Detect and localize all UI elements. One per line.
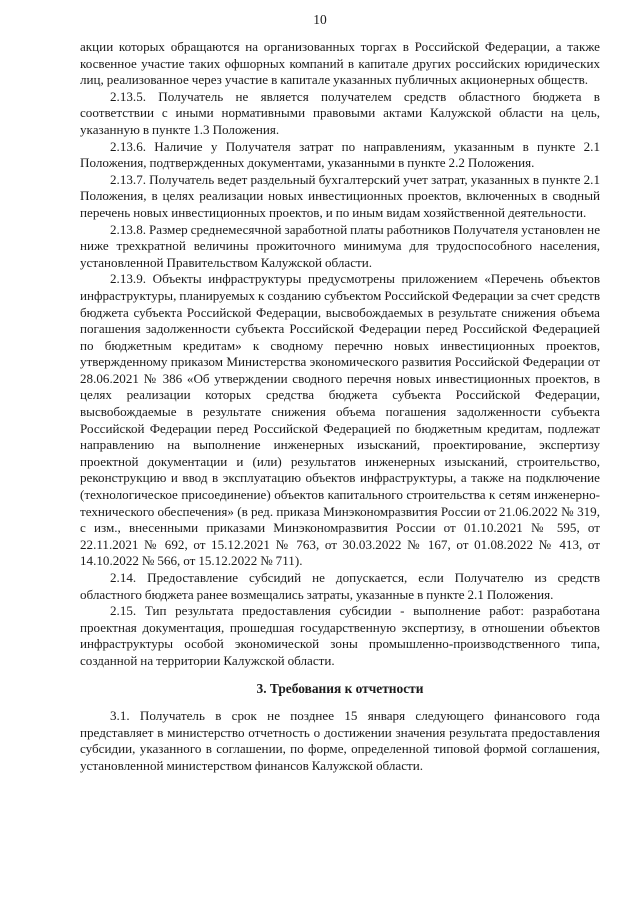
paragraph-2-13-8: 2.13.8. Размер среднемесячной заработной платы работников Получателя установлен не ниже трехкратной величины прожиточного минимума для трудоспособного населения, установленной Правительством Калужской области. [80, 221, 601, 270]
document-body [80, 39, 600, 775]
page-number: 10 [313, 12, 327, 27]
paragraph-2-15: 2.15. Тип результата предоставления субсидии - выполнение работ: разработана проектная документация, прошедшая государственную экспертизу, в отношении объектов инфраструктуры особой экономической зоны промышленно-производственного типа, созданной на территории Калужской области. [80, 603, 600, 668]
section-heading-reporting: 3. Требования к отчетности [256, 680, 424, 696]
paragraph-2-14: 2.14. Предоставление субсидий не допускается, если Получателю из средств областного бюджета ранее возмещались затраты, указанные в пункте 2.1 Положения. [80, 570, 600, 602]
paragraph-continuation: акции которых обращаются на организованных торгах в Российской Федерации, а также косвенное участие таких офшорных компаний в капитале других российских юридических лиц, реализованное через участие в капитале указанных публичных акционерных обществ. [80, 39, 600, 88]
paragraph-2-13-5: 2.13.5. Получатель не является получателем средств областного бюджета в соответствии с иными нормативными правовыми актами Калужской области на цель, указанную в пункте 1.3 Положения. [80, 88, 600, 137]
paragraph-3-1: 3.1. Получатель в срок не позднее 15 января следующего финансового года представляет в министерство отчетность о достижении значения результата предоставления субсидии, указанного в соглашении, по форме, определенной типовой формой соглашения, установленной министерством финансов Калужской области. [80, 708, 600, 773]
paragraph-2-13-7: 2.13.7. Получатель ведет раздельный бухгалтерский учет затрат, указанных в пункте 2.1 Положения, в целях реализации новых инвестиционных проектов, включенных в сводный перечень новых инвестиционных проектов, и по иным видам хозяйственной деятельности. [80, 171, 600, 220]
paragraph-2-13-6: 2.13.6. Наличие у Получателя затрат по направлениям, указанным в пункте 2.1 Положения, подтвержденных документами, указанными в пункте 2.2 Положения. [80, 138, 600, 171]
paragraph-2-13-9: 2.13.9. Объекты инфраструктуры предусмотрены приложением «Перечень объектов инфраструктуры, планируемых к созданию субъектом Российской Федерации за счет средств бюджета субъекта Российской Федерации, высвобождаемых в результате снижения объема погашения задолженности субъекта Российской Федерации перед Российской Федерацией по бюджетным кредитам» к сводному перечню новых инвестиционных проектов, утвержденному приказом Министерства экономического развития Российской Федерации от 28.06.2021 № 386 «Об утверждении сводного перечня новых инвестиционных проектов, в целях реализации которых средства бюджета субъекта Российской Федерации, высвобождаемые в результате снижения объема погашения задолженности субъекта Российской Федерации перед Российской Федерацией по бюджетным кредитам, подлежат направлению на выполнение инженерных изысканий, проектирование, экспертизу проектной документации и (или) результатов инженерных изысканий, строительство, реконструкцию и ввод в эксплуатацию объектов инфраструктуры, а также на подключение (технологическое присоединение) объектов капитального строительства к сетям инженерно-технического обеспечения» (в ред. приказа Минэкономразвития России от 21.06.2022 № 319, с изм., внесенными приказами Минэкономразвития России от 01.10.2021 № 595, от 22.11.2021 № 692, от 15.12.2021 № 763, от 30.03.2022 № 167, от 01.08.2022 № 413, от 14.10.2022 № 566, от 15.12.2022 № 711). [80, 271, 600, 569]
